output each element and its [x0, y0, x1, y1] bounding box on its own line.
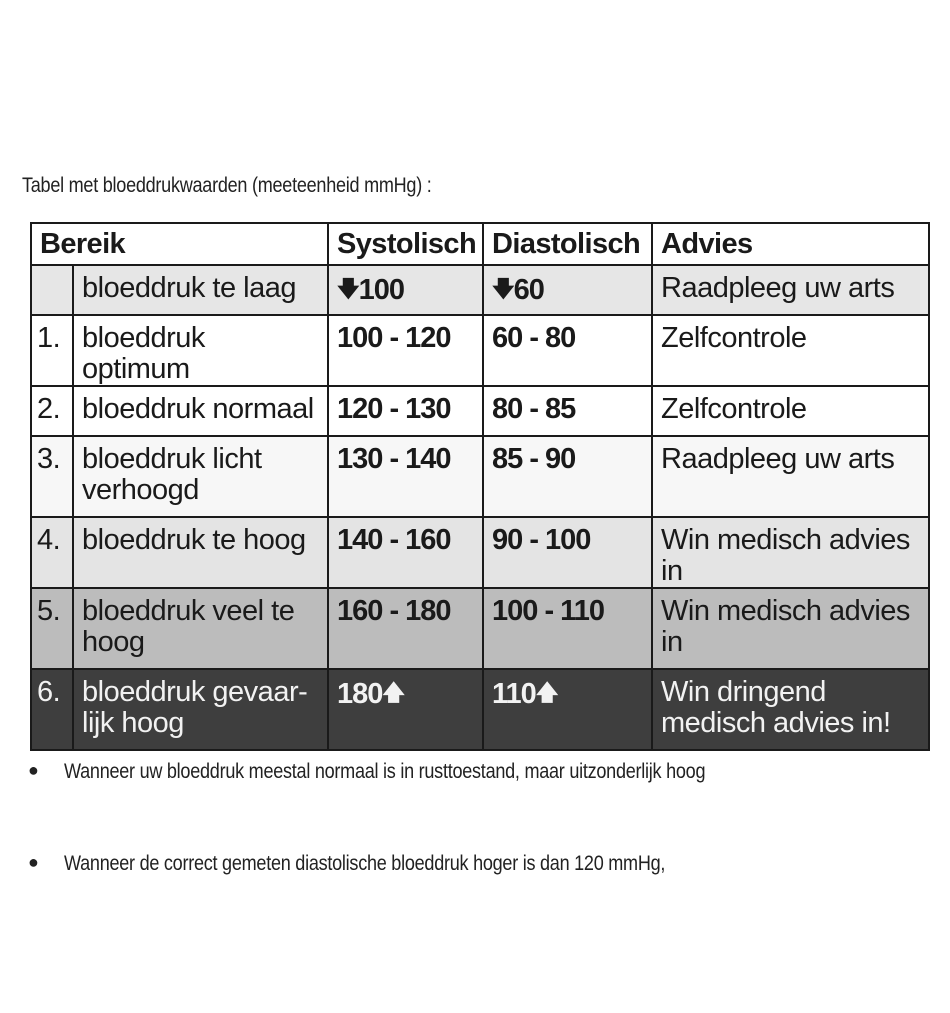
row-number: 5. — [31, 588, 73, 669]
header-diastolic: Diastolisch — [483, 223, 652, 265]
row-systolic: 140 - 160 — [328, 517, 483, 588]
row-range-label: bloeddruk optimum — [73, 315, 328, 386]
table-row — [31, 669, 929, 750]
header-advice: Advies — [652, 223, 929, 265]
row-systolic: 130 - 140 — [328, 436, 483, 517]
row-advice: Raadpleeg uw arts — [652, 436, 929, 517]
table-row — [31, 386, 929, 436]
row-number: 3. — [31, 436, 73, 517]
table-row — [31, 588, 929, 669]
row-range-label: bloeddruk veel te hoog — [73, 588, 328, 669]
row-systolic — [328, 669, 483, 750]
row-number: 1. — [31, 315, 73, 386]
row-diastolic — [483, 669, 652, 750]
header-range: Bereik — [31, 223, 328, 265]
row-diastolic: 85 - 90 — [483, 436, 652, 517]
arrow-up-icon: 🡅 — [382, 680, 405, 705]
arrow-down-icon: 🡇 — [337, 276, 359, 301]
row-advice: Win medisch advies in — [652, 588, 929, 669]
row-advice: Win medisch advies in — [652, 517, 929, 588]
diastolic-value: 110 — [492, 678, 536, 710]
row-systolic: 160 - 180 — [328, 588, 483, 669]
table-row — [31, 436, 929, 517]
bullet-text: Wanneer uw bloeddruk meestal normaal is in rusttoestand, maar uitzonderlijk hoog — [64, 760, 706, 783]
row-diastolic: 100 - 110 — [483, 588, 652, 669]
row-range-label: bloeddruk normaal — [73, 386, 328, 436]
row-number: 2. — [31, 386, 73, 436]
arrow-down-icon: 🡇 — [492, 276, 514, 301]
row-systolic: 120 - 130 — [328, 386, 483, 436]
row-systolic — [328, 265, 483, 315]
table-caption: Tabel met bloeddrukwaarden (meeteenheid mmHg) : — [22, 174, 432, 197]
systolic-value: 180 — [337, 678, 383, 710]
row-diastolic: 80 - 85 — [483, 386, 652, 436]
header-systolic: Systolisch — [328, 223, 483, 265]
row-advice: Raadpleeg uw arts — [652, 265, 929, 315]
row-advice: Zelfcontrole — [652, 386, 929, 436]
table-row — [31, 265, 929, 315]
table-row — [31, 517, 929, 588]
row-advice: Win dringend medisch advies in! — [652, 669, 929, 750]
row-diastolic: 90 - 100 — [483, 517, 652, 588]
table-header-row — [31, 223, 929, 265]
diastolic-value: 60 — [513, 274, 544, 306]
bullet-icon: ● — [28, 760, 39, 780]
table-row — [31, 315, 929, 386]
bullet-text: Wanneer de correct gemeten diastolische bloeddruk hoger is dan 120 mmHg, — [64, 852, 666, 875]
row-number — [31, 265, 73, 315]
row-number: 6. — [31, 669, 73, 750]
row-diastolic: 60 - 80 — [483, 315, 652, 386]
row-systolic: 100 - 120 — [328, 315, 483, 386]
bullet-icon: ● — [28, 852, 39, 872]
row-range-label: bloeddruk te laag — [73, 265, 328, 315]
row-range-label: bloeddruk licht verhoogd — [73, 436, 328, 517]
arrow-up-icon: 🡅 — [535, 680, 558, 705]
row-range-label: bloeddruk te hoog — [73, 517, 328, 588]
row-number: 4. — [31, 517, 73, 588]
systolic-value: 100 — [358, 274, 405, 306]
row-diastolic — [483, 265, 652, 315]
blood-pressure-table — [30, 222, 930, 751]
row-advice: Zelfcontrole — [652, 315, 929, 386]
row-range-label: bloeddruk gevaar-lijk hoog — [73, 669, 328, 750]
